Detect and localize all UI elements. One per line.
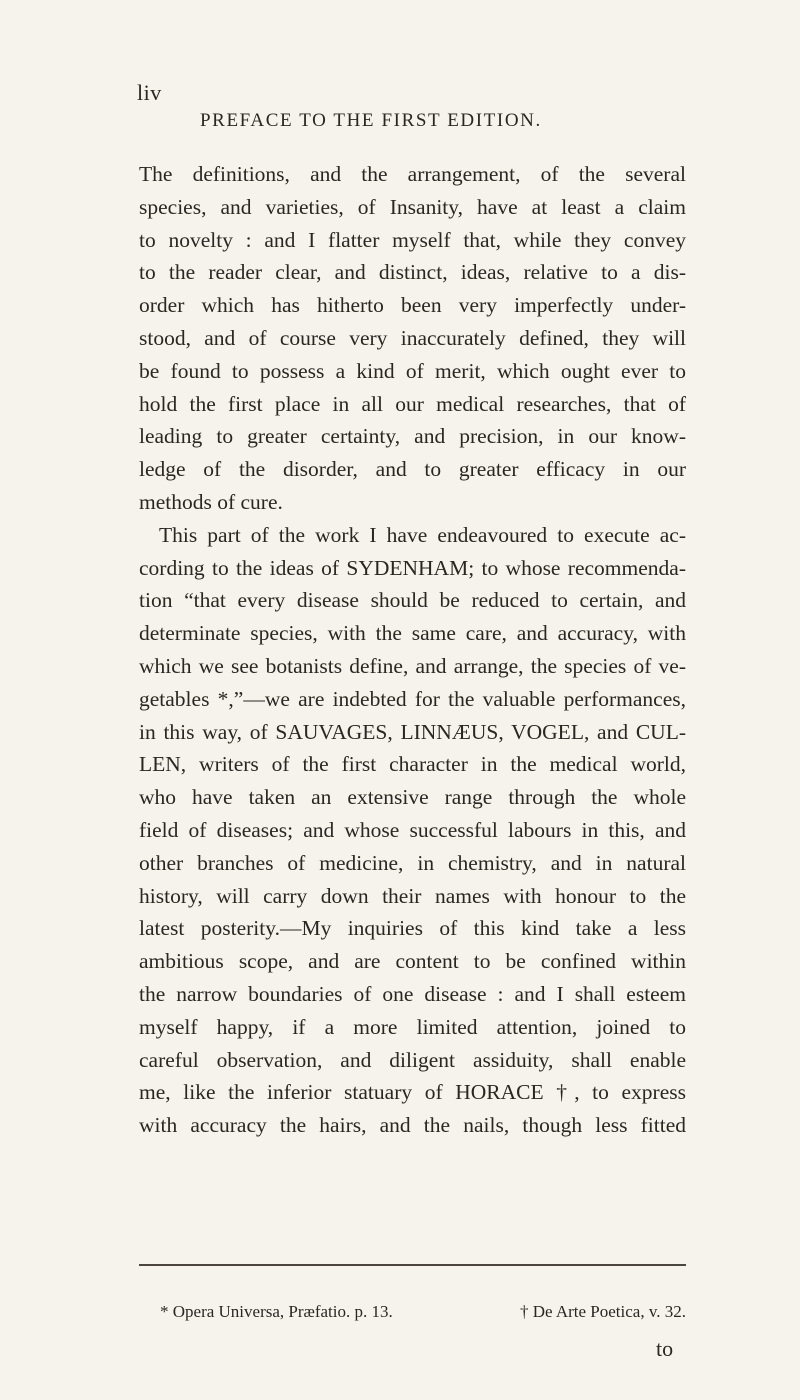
text-line: in this way, of SAUVAGES, LINNÆUS, VOGEL, and CUL-: [139, 719, 686, 744]
text-line: LEN, writers of the first character in the medical world,: [139, 752, 686, 777]
text-line: The definitions, and the arrangement, of the several: [139, 162, 686, 186]
text-line: stood, and of course very inaccurately defined, they will: [139, 325, 686, 350]
footnotes: [160, 1302, 686, 1322]
text-line: ambitious scope, and are content to be confined within: [139, 949, 686, 974]
text-line: which we see botanists define, and arrange, the species of ve-: [139, 653, 686, 678]
page-number: liv: [137, 80, 162, 105]
text-line: determinate species, with the same care, and accuracy, with: [139, 621, 686, 646]
text-line: to novelty : and I flatter myself that, while they convey: [139, 227, 686, 252]
body-text: [139, 158, 686, 1142]
running-head: PREFACE TO THE FIRST EDITION.: [200, 110, 542, 131]
text-line: tion “that every disease should be reduced to certain, and: [139, 588, 686, 613]
text-line: ledge of the disorder, and to greater efficacy in our: [139, 457, 686, 482]
text-line: cording to the ideas of SYDENHAM; to whose recommenda-: [139, 555, 686, 580]
footnote-rule: [139, 1264, 686, 1266]
text-line: with accuracy the hairs, and the nails, though less fitted: [139, 1113, 686, 1138]
footnote-2: † De Arte Poetica, v. 32.: [519, 1302, 686, 1321]
text-line: order which has hitherto been very imperfectly under-: [139, 293, 686, 318]
text-line: myself happy, if a more limited attention, joined to: [139, 1014, 686, 1039]
text-line: history, will carry down their names with honour to the: [139, 883, 686, 908]
text-line: careful observation, and diligent assiduity, shall enable: [139, 1047, 686, 1072]
text-line: other branches of medicine, in chemistry, and in natural: [139, 850, 686, 875]
text-line: leading to greater certainty, and precision, in our know-: [139, 424, 686, 449]
text-line: latest posterity.—My inquiries of this kind take a less: [139, 916, 686, 941]
text-line: species, and varieties, of Insanity, have at least a claim: [139, 194, 686, 219]
catchword: to: [656, 1336, 674, 1361]
text-line: to the reader clear, and distinct, ideas, relative to a dis-: [139, 260, 686, 285]
text-line: methods of cure.: [139, 489, 283, 514]
text-line: who have taken an extensive range through the whole: [139, 785, 686, 810]
text-line: This part of the work I have endeavoured to execute ac-: [159, 522, 686, 547]
text-line: me, like the inferior statuary of HORACE †, to express: [139, 1080, 686, 1105]
text-line: be found to possess a kind of merit, which ought ever to: [139, 358, 686, 383]
text-line: getables *,”—we are indebted for the valuable performances,: [139, 686, 686, 711]
footnote-1: * Opera Universa, Præfatio. p. 13.: [160, 1302, 393, 1321]
text-line: hold the first place in all our medical researches, that of: [139, 391, 686, 416]
text-line: field of diseases; and whose successful labours in this, and: [139, 817, 686, 842]
text-line: the narrow boundaries of one disease : and I shall esteem: [139, 981, 686, 1006]
